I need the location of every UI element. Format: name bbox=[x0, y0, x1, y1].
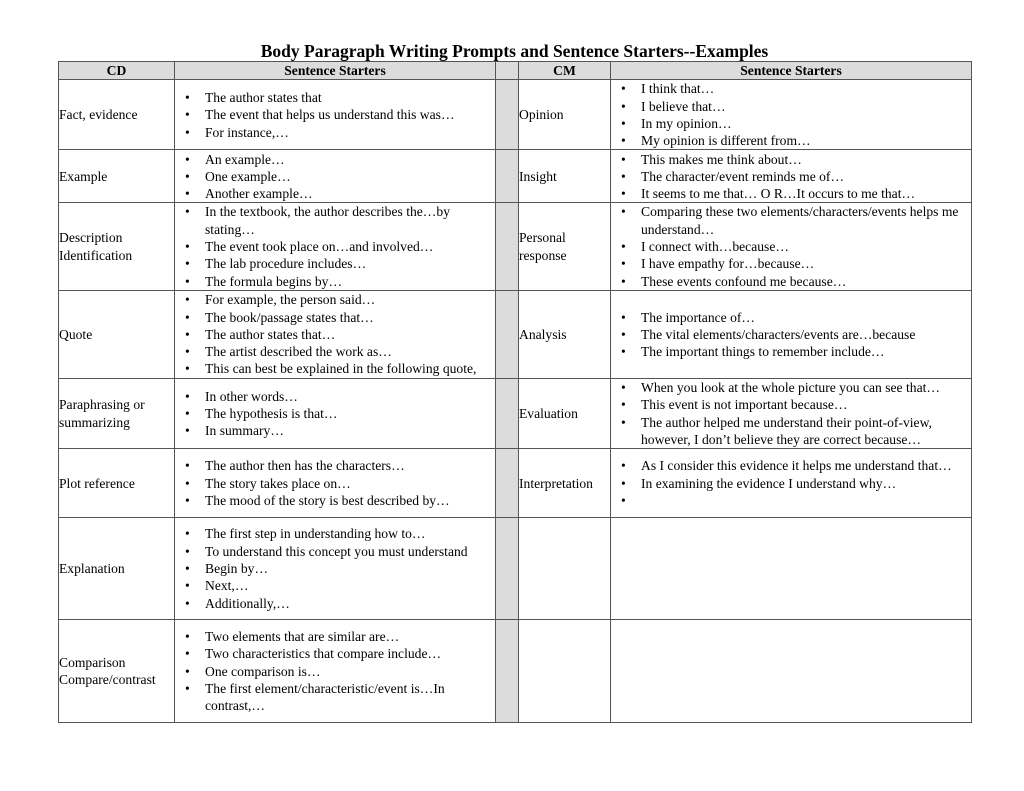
cm-category bbox=[519, 449, 611, 518]
sentence-starter: • The character/event reminds me of… bbox=[611, 168, 971, 185]
sentence-starter: • The formula begins by… bbox=[175, 273, 495, 290]
sentence-starter: • The book/passage states that… bbox=[175, 309, 495, 326]
sentence-starter: • One comparison is… bbox=[175, 663, 495, 680]
separator-cell bbox=[496, 203, 519, 290]
sentence-starter: • As I consider this evidence it helps me understand that… bbox=[611, 457, 971, 474]
cd-starters-list bbox=[175, 628, 495, 714]
cm-starters-list bbox=[611, 379, 971, 448]
cd-category bbox=[59, 620, 175, 723]
sentence-starter: • These events confound me because… bbox=[611, 273, 971, 290]
sentence-starter: • I believe that… bbox=[611, 98, 971, 115]
table-row bbox=[59, 150, 972, 203]
cm-starters bbox=[611, 518, 972, 620]
separator-cell bbox=[496, 620, 519, 723]
cm-starters bbox=[611, 378, 972, 448]
cm-category-line: Interpretation bbox=[519, 475, 593, 491]
document-title: Body Paragraph Writing Prompts and Sentence Starters--Examples bbox=[260, 41, 769, 61]
sentence-starter: • In the textbook, the author describes the…by stating… bbox=[175, 203, 495, 238]
cm-starters-list bbox=[611, 151, 971, 203]
cm-category bbox=[519, 290, 611, 378]
cm-category bbox=[519, 203, 611, 290]
sentence-starter: • In other words… bbox=[175, 388, 495, 405]
cm-category bbox=[519, 518, 611, 620]
table-row bbox=[59, 290, 972, 378]
cd-category-line: summarizing bbox=[59, 414, 130, 430]
sentence-starter: • In my opinion… bbox=[611, 115, 971, 132]
cm-category bbox=[519, 620, 611, 723]
cd-starters bbox=[175, 150, 496, 203]
table-row bbox=[59, 449, 972, 518]
cm-category bbox=[519, 80, 611, 150]
sentence-starter: • In examining the evidence I understand why… bbox=[611, 475, 971, 492]
sentence-starter: • This can best be explained in the following quote, bbox=[175, 360, 495, 377]
cd-category bbox=[59, 449, 175, 518]
cd-starters bbox=[175, 378, 496, 448]
cm-starters-list bbox=[611, 203, 971, 289]
cd-category bbox=[59, 518, 175, 620]
sentence-starter: • The first element/characteristic/event is…In contrast,… bbox=[175, 680, 495, 715]
sentence-starter: • The artist described the work as… bbox=[175, 343, 495, 360]
cm-starters bbox=[611, 150, 972, 203]
sentence-starter: • It seems to me that… O R…It occurs to me that… bbox=[611, 185, 971, 202]
cm-starters bbox=[611, 80, 972, 150]
sentence-starter: • Additionally,… bbox=[175, 595, 495, 612]
cd-starters bbox=[175, 80, 496, 150]
cd-starters-list bbox=[175, 89, 495, 141]
table-row bbox=[59, 518, 972, 620]
sentence-starter: • Another example… bbox=[175, 185, 495, 202]
cm-starters bbox=[611, 620, 972, 723]
cm-category-line: Evaluation bbox=[519, 405, 578, 421]
sentence-starter: • One example… bbox=[175, 168, 495, 185]
sentence-starter: • The author states that… bbox=[175, 326, 495, 343]
cd-starters bbox=[175, 203, 496, 290]
sentence-starter: • The story takes place on… bbox=[175, 475, 495, 492]
cd-starters-list bbox=[175, 151, 495, 203]
cd-header: CD bbox=[59, 62, 175, 80]
separator-cell bbox=[496, 378, 519, 448]
cm-starters-list bbox=[611, 309, 971, 361]
cm-starters bbox=[611, 203, 972, 290]
cm-category-line: Analysis bbox=[519, 326, 567, 342]
sentence-starter: • The event that helps us understand this was… bbox=[175, 106, 495, 123]
cd-category-line: Example bbox=[59, 168, 108, 184]
cm-category-line: Personal bbox=[519, 230, 566, 246]
sentence-starter: • The author then has the characters… bbox=[175, 457, 495, 474]
cd-starters-list bbox=[175, 457, 495, 509]
separator-cell bbox=[496, 80, 519, 150]
cm-category-line: response bbox=[519, 247, 567, 263]
cm-starters-list bbox=[611, 457, 971, 509]
cd-starters bbox=[175, 449, 496, 518]
sentence-starter: • This event is not important because… bbox=[611, 396, 971, 413]
sentence-starter: • I connect with…because… bbox=[611, 238, 971, 255]
table-row bbox=[59, 80, 972, 150]
sentence-starter: • The vital elements/characters/events are…because bbox=[611, 326, 971, 343]
sentence-starter bbox=[611, 492, 971, 509]
cm-category bbox=[519, 378, 611, 448]
separator-cell bbox=[496, 518, 519, 620]
cm-starters bbox=[611, 290, 972, 378]
sentence-starter: • The importance of… bbox=[611, 309, 971, 326]
header-row bbox=[59, 62, 972, 80]
cd-category-line: Explanation bbox=[59, 561, 125, 576]
prompts-table bbox=[58, 61, 972, 723]
sentence-starter: • The author helped me understand their point-of-view, however, I don’t believe they are correct because… bbox=[611, 414, 971, 449]
cd-category-line: Paraphrasing or bbox=[59, 397, 145, 413]
sentence-starter: • I think that… bbox=[611, 80, 971, 97]
cm-category bbox=[519, 150, 611, 203]
sentence-starter: • For instance,… bbox=[175, 124, 495, 141]
cd-starters-list bbox=[175, 388, 495, 440]
cd-starters bbox=[175, 518, 496, 620]
cd-category-line: Quote bbox=[59, 326, 93, 342]
sentence-starter: • To understand this concept you must understand bbox=[175, 543, 495, 560]
sentence-starter: • The first step in understanding how to… bbox=[175, 525, 495, 542]
sentence-starter: • Two elements that are similar are… bbox=[175, 628, 495, 645]
separator-column bbox=[496, 62, 519, 80]
cm-header: CM bbox=[519, 62, 611, 80]
sentence-starter: • When you look at the whole picture you can see that… bbox=[611, 379, 971, 396]
cd-category-line: Description bbox=[59, 230, 123, 246]
cd-starters-header: Sentence Starters bbox=[175, 62, 496, 80]
sentence-starter: • The event took place on…and involved… bbox=[175, 238, 495, 255]
cd-category-line: Identification bbox=[59, 247, 133, 263]
cd-starters bbox=[175, 620, 496, 723]
sentence-starter: • The mood of the story is best described by… bbox=[175, 492, 495, 509]
sentence-starter: • I have empathy for…because… bbox=[611, 255, 971, 272]
cm-category-line: Opinion bbox=[519, 107, 564, 123]
cd-category-line: Comparison bbox=[59, 654, 126, 670]
sentence-starter: • Next,… bbox=[175, 577, 495, 594]
cd-starters-list bbox=[175, 525, 495, 611]
cm-category-line: Insight bbox=[519, 168, 557, 184]
sentence-starter: • The lab procedure includes… bbox=[175, 255, 495, 272]
sentence-starter: • Comparing these two elements/characters/events helps me understand… bbox=[611, 203, 971, 238]
sentence-starter: • For example, the person said… bbox=[175, 291, 495, 308]
cd-category-line: Compare/contrast bbox=[59, 672, 156, 688]
cd-category bbox=[59, 150, 175, 203]
sentence-starter: • In summary… bbox=[175, 422, 495, 439]
table-row bbox=[59, 203, 972, 290]
sentence-starter: • My opinion is different from… bbox=[611, 132, 971, 149]
cd-category bbox=[59, 80, 175, 150]
sentence-starter: • The important things to remember include… bbox=[611, 343, 971, 360]
sentence-starter: • An example… bbox=[175, 151, 495, 168]
cd-category-line: Plot reference bbox=[59, 475, 135, 491]
sentence-starter: • The hypothesis is that… bbox=[175, 405, 495, 422]
separator-cell bbox=[496, 290, 519, 378]
cd-starters-list bbox=[175, 291, 495, 377]
sentence-starter: • The author states that bbox=[175, 89, 495, 106]
cm-starters bbox=[611, 449, 972, 518]
sentence-starter: • Begin by… bbox=[175, 560, 495, 577]
table-row bbox=[59, 620, 972, 723]
separator-cell bbox=[496, 449, 519, 518]
separator-cell bbox=[496, 150, 519, 203]
cd-category-line: Fact, evidence bbox=[59, 107, 138, 123]
cd-category bbox=[59, 290, 175, 378]
cd-starters bbox=[175, 290, 496, 378]
cd-category bbox=[59, 378, 175, 448]
cm-starters-header: Sentence Starters bbox=[611, 62, 972, 80]
sentence-starter: • Two characteristics that compare include… bbox=[175, 645, 495, 662]
cd-category bbox=[59, 203, 175, 290]
cm-starters-list bbox=[611, 80, 971, 149]
table-row bbox=[59, 378, 972, 448]
sentence-starter: • This makes me think about… bbox=[611, 151, 971, 168]
cd-starters-list bbox=[175, 203, 495, 289]
